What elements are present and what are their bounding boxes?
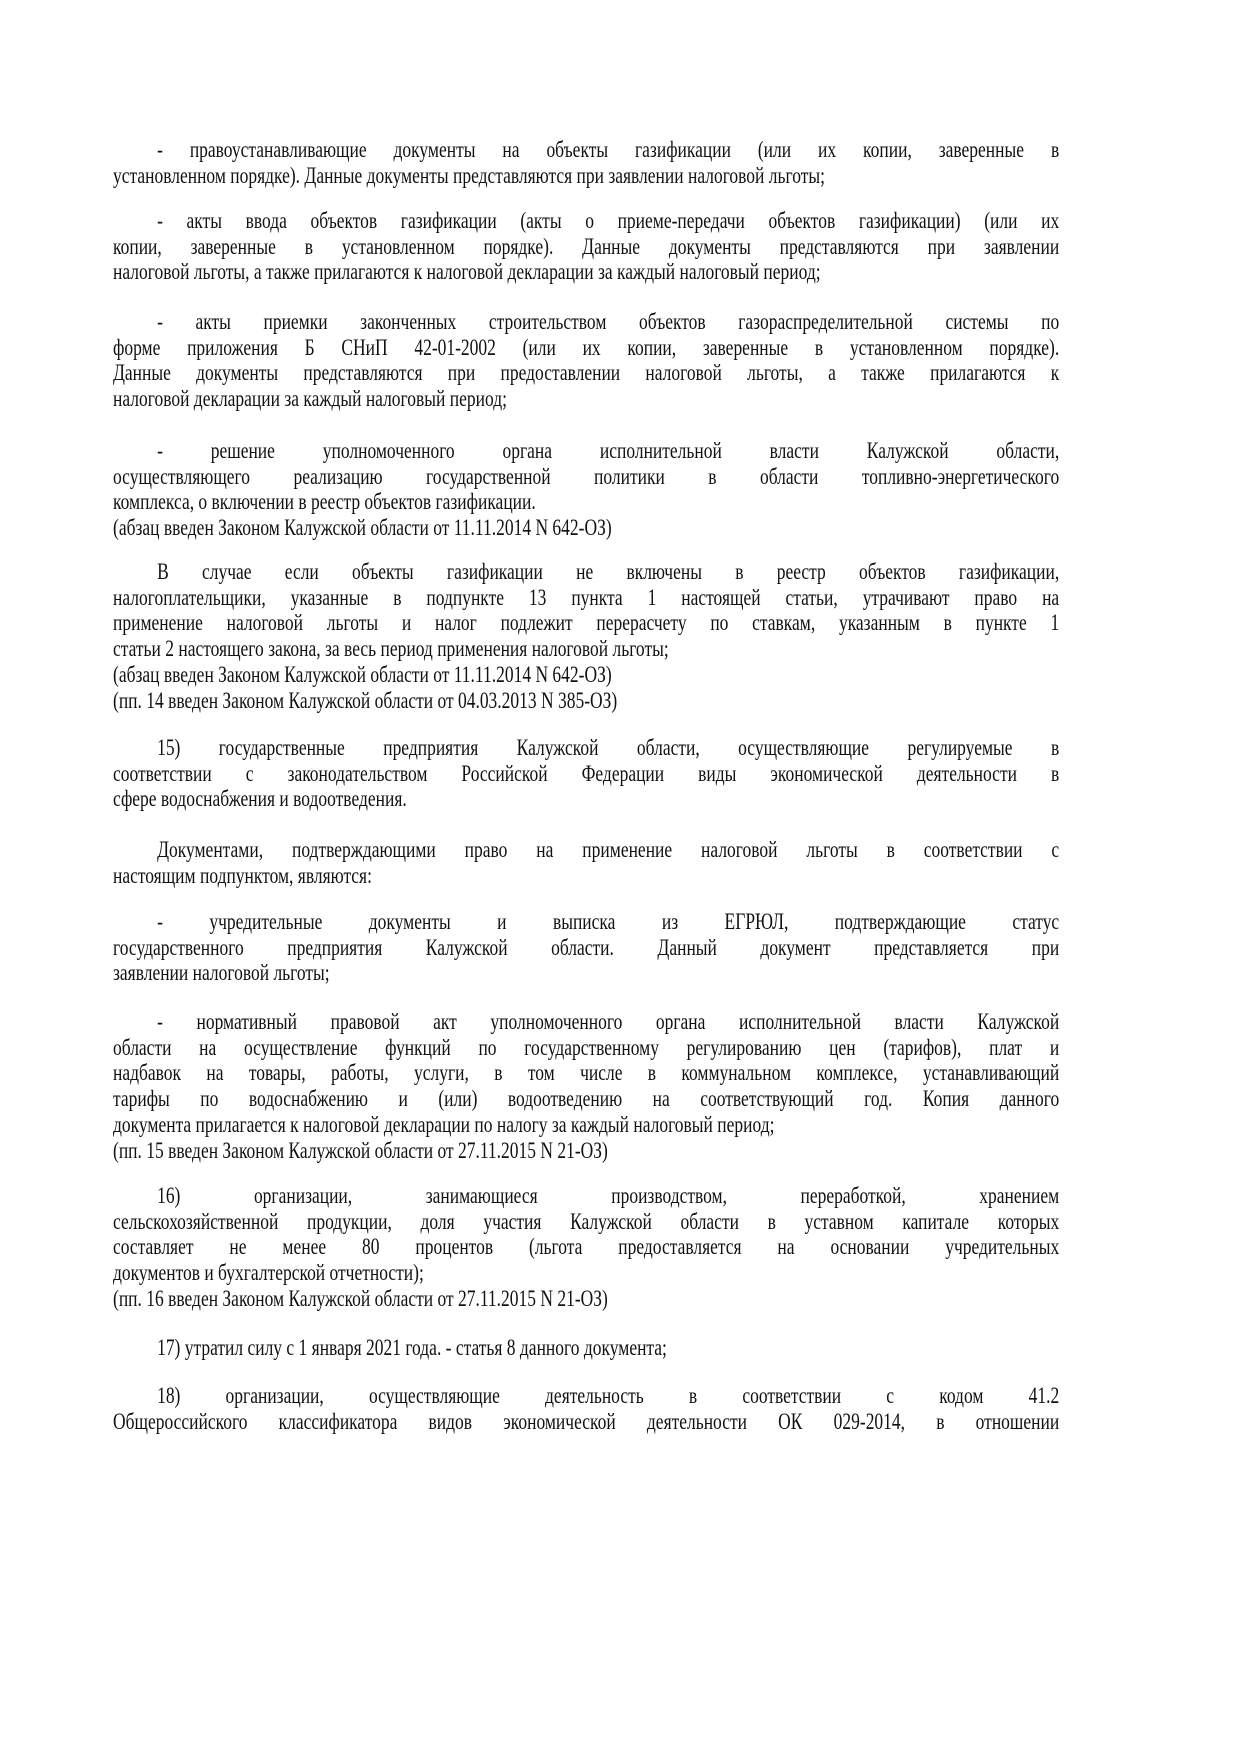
paragraph-line: копии, заверенные в установленном порядке). Данные документы представляются при заявлении — [113, 233, 1060, 259]
paragraph-line: налоговой декларации за каждый налоговый период; — [113, 386, 507, 412]
paragraph-line: 16) организации, занимающиеся производством, переработкой, хранением — [157, 1183, 1060, 1208]
paragraph-line: области на осуществление функций по государственному регулированию цен (тарифов), плат и — [113, 1034, 1060, 1060]
paragraph-line: сельскохозяйственной продукции, доля участия Калужской области в уставном капитале которых — [113, 1208, 1060, 1234]
paragraph-line: надбавок на товары, работы, услуги, в том числе в коммунальном комплексе, устанавливающий — [113, 1060, 1060, 1086]
amendment-note: (абзац введен Законом Калужской области от 11.11.2014 N 642-ОЗ) — [113, 661, 612, 687]
amendment-note: (пп. 14 введен Законом Калужской области от 04.03.2013 N 385-ОЗ) — [113, 687, 618, 713]
paragraph-line: применение налоговой льготы и налог подлежит перерасчету по ставкам, указанным в пункте 1 — [113, 610, 1060, 636]
paragraph-line: сфере водоснабжения и водоотведения. — [113, 786, 407, 812]
paragraph-line: В случае если объекты газификации не включены в реестр объектов газификации, — [157, 559, 1060, 584]
paragraph-line: налоговой льготы, а также прилагаются к налоговой декларации за каждый налоговый период; — [113, 259, 821, 285]
paragraph-line: тарифы по водоснабжению и (или) водоотведению на соответствующий год. Копия данного — [113, 1086, 1060, 1112]
paragraph-line: государственного предприятия Калужской области. Данный документ представляется при — [113, 934, 1060, 960]
paragraph-line: соответствии с законодательством Российской Федерации виды экономической деятельности в — [113, 760, 1060, 786]
paragraph-line: Общероссийского классификатора видов экономической деятельности ОК 029-2014, в отношении — [113, 1408, 1060, 1434]
amendment-note: (пп. 16 введен Законом Калужской области от 27.11.2015 N 21-ОЗ) — [113, 1285, 608, 1311]
paragraph-line: 17) утратил силу с 1 января 2021 года. - статья 8 данного документа; — [157, 1335, 667, 1360]
paragraph-line: 15) государственные предприятия Калужской области, осуществляющие регулируемые в — [157, 735, 1060, 760]
paragraph-line: Данные документы представляются при предоставлении налоговой льготы, а также прилагаются к — [113, 360, 1060, 386]
paragraph-line: 18) организации, осуществляющие деятельность в соответствии с кодом 41.2 — [157, 1383, 1060, 1408]
paragraph-line: документа прилагается к налоговой декларации по налогу за каждый налоговый период; — [113, 1111, 775, 1137]
paragraph-line: осуществляющего реализацию государственной политики в области топливно-энергетического — [113, 463, 1060, 489]
amendment-note: (абзац введен Законом Калужской области от 11.11.2014 N 642-ОЗ) — [113, 515, 612, 541]
paragraph-line: документов и бухгалтерской отчетности); — [113, 1260, 424, 1286]
paragraph-line: установленном порядке). Данные документы представляются при заявлении налоговой льготы; — [113, 162, 825, 188]
paragraph-line: статьи 2 настоящего закона, за весь период применения налоговой льготы; — [113, 636, 669, 662]
paragraph-line: - акты приемки законченных строительством объектов газораспределительной системы по — [157, 309, 1060, 334]
paragraph-line: Документами, подтверждающими право на применение налоговой льготы в соответствии с — [157, 837, 1060, 862]
paragraph-line: составляет не менее 80 процентов (льгота предоставляется на основании учредительных — [113, 1234, 1060, 1260]
paragraph-line: - решение уполномоченного органа исполнительной власти Калужской области, — [157, 438, 1060, 463]
paragraph-line: настоящим подпунктом, являются: — [113, 862, 372, 888]
paragraph-line: - учредительные документы и выписка из ЕГРЮЛ, подтверждающие статус — [157, 909, 1060, 934]
paragraph-line: - правоустанавливающие документы на объекты газификации (или их копии, заверенные в — [157, 137, 1060, 162]
paragraph-line: заявлении налоговой льготы; — [113, 960, 330, 986]
amendment-note: (пп. 15 введен Законом Калужской области от 27.11.2015 N 21-ОЗ) — [113, 1137, 608, 1163]
paragraph-line: - акты ввода объектов газификации (акты о приеме-передачи объектов газификации) (или их — [157, 208, 1060, 233]
paragraph-line: форме приложения Б СНиП 42-01-2002 (или их копии, заверенные в установленном порядке). — [113, 334, 1060, 360]
paragraph-line: комплекса, о включении в реестр объектов газификации. — [113, 489, 536, 515]
paragraph-line: - нормативный правовой акт уполномоченного органа исполнительной власти Калужской — [157, 1009, 1060, 1034]
paragraph-line: налогоплательщики, указанные в подпункте 13 пункта 1 настоящей статьи, утрачивают право на — [113, 584, 1060, 610]
